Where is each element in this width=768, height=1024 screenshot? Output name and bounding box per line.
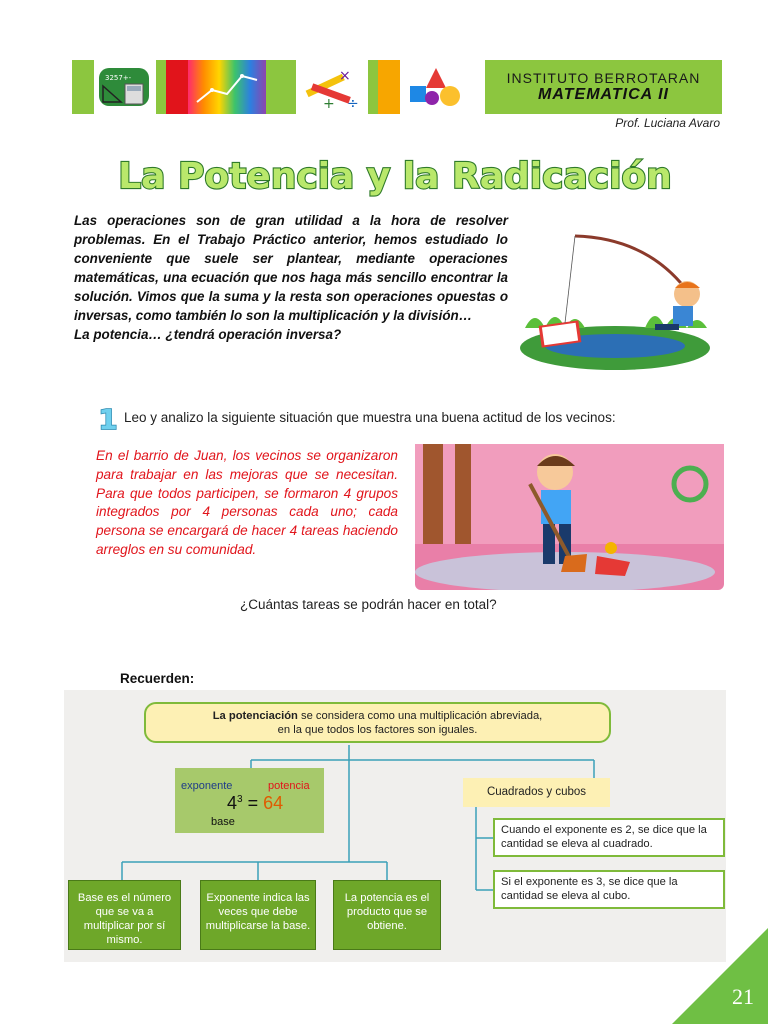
definition-box	[144, 702, 611, 743]
svg-text:La Potencia y la Radicación: La Potencia y la Radicación	[118, 156, 672, 197]
intro-paragraph: Las operaciones son de gran utilidad a la hora de resolver problemas. En el Trabajo Práctico anterior, hemos estudiado lo conveniente que suele ser plantear, mediante operaciones matemáticas, una ecuación que nos haga más sencillo encontrar la solución. Vimos que la suma y la resta son operaciones opuestas o inversas, como también lo son la multiplicación y la división…	[74, 213, 508, 323]
base-definition-box: Base es el número que se va a multiplicar por sí mismo.	[68, 880, 181, 950]
concept-map	[64, 690, 726, 962]
institute-box	[485, 60, 722, 114]
teacher-name: Prof. Luciana Avaro	[615, 116, 720, 130]
green-stripe	[72, 60, 94, 114]
formula-equals: =	[242, 793, 264, 813]
institute-name: INSTITUTO BERROTARAN	[506, 70, 701, 86]
intro-question: La potencia… ¿tendrá operación inversa?	[74, 327, 342, 342]
subject-name: MATEMATICA II	[538, 86, 669, 103]
svg-text:+: +	[323, 96, 335, 112]
pencils-icon	[296, 60, 368, 114]
definition-line2: en la que todos los factores son iguales.	[277, 724, 478, 736]
page-number: 21	[732, 984, 754, 1009]
story-paragraph: En el barrio de Juan, los vecinos se organizaron para trabajar en las mejoras que se necesitan. Para que todos participen, se formaron 4 grupos integrados por 4 personas cada uno; cada persona se encargará de hacer 4 tareas haciendo arreglos en su comunidad.	[96, 448, 398, 557]
square-rule-box: Cuando el exponente es 2, se dice que la cantidad se eleva al cuadrado.	[493, 818, 725, 857]
sweeping-boy-illustration	[415, 444, 724, 590]
definition-bold: La potenciación	[212, 710, 298, 722]
formula-base: 4	[227, 793, 238, 813]
exponent-definition-box: Exponente indica las veces que debe multiplicarse la base.	[200, 880, 316, 950]
base-label: base	[211, 816, 235, 828]
cube-rule-box: Si el exponente es 3, se dice que la cantidad se eleva al cubo.	[493, 870, 725, 909]
shapes-icon	[400, 60, 470, 114]
power-label: potencia	[268, 780, 310, 792]
header-strip	[72, 60, 722, 114]
activity-question: ¿Cuántas tareas se podrán hacer en total?	[240, 597, 497, 612]
intro-text	[74, 211, 508, 344]
remember-label: Recuerden:	[120, 671, 195, 686]
svg-text:×: ×	[339, 68, 351, 84]
calc-text: 3257+-	[105, 74, 132, 82]
formula-result: 64	[263, 793, 284, 813]
definition-rest: se considera como una multiplicación abreviada,	[297, 710, 543, 722]
story-text	[96, 447, 398, 560]
formula-exponent: 3	[237, 794, 243, 805]
page-title	[95, 148, 695, 198]
power-formula	[227, 793, 283, 814]
activity-number-badge	[92, 402, 124, 434]
calculator-icon	[94, 60, 156, 114]
exponent-label: exponente	[181, 780, 233, 792]
squares-cubes-box: Cuadrados y cubos	[463, 778, 610, 807]
power-definition-box: La potencia es el producto que se obtiene.	[333, 880, 441, 950]
activity-instruction: Leo y analizo la siguiente situación que muestra una buena actitud de los vecinos:	[124, 410, 616, 425]
svg-text:÷: ÷	[347, 96, 359, 112]
svg-text:1: 1	[98, 403, 118, 434]
fishing-boy-illustration	[515, 228, 715, 373]
formula-box	[175, 768, 324, 833]
chart-icon	[188, 60, 266, 114]
